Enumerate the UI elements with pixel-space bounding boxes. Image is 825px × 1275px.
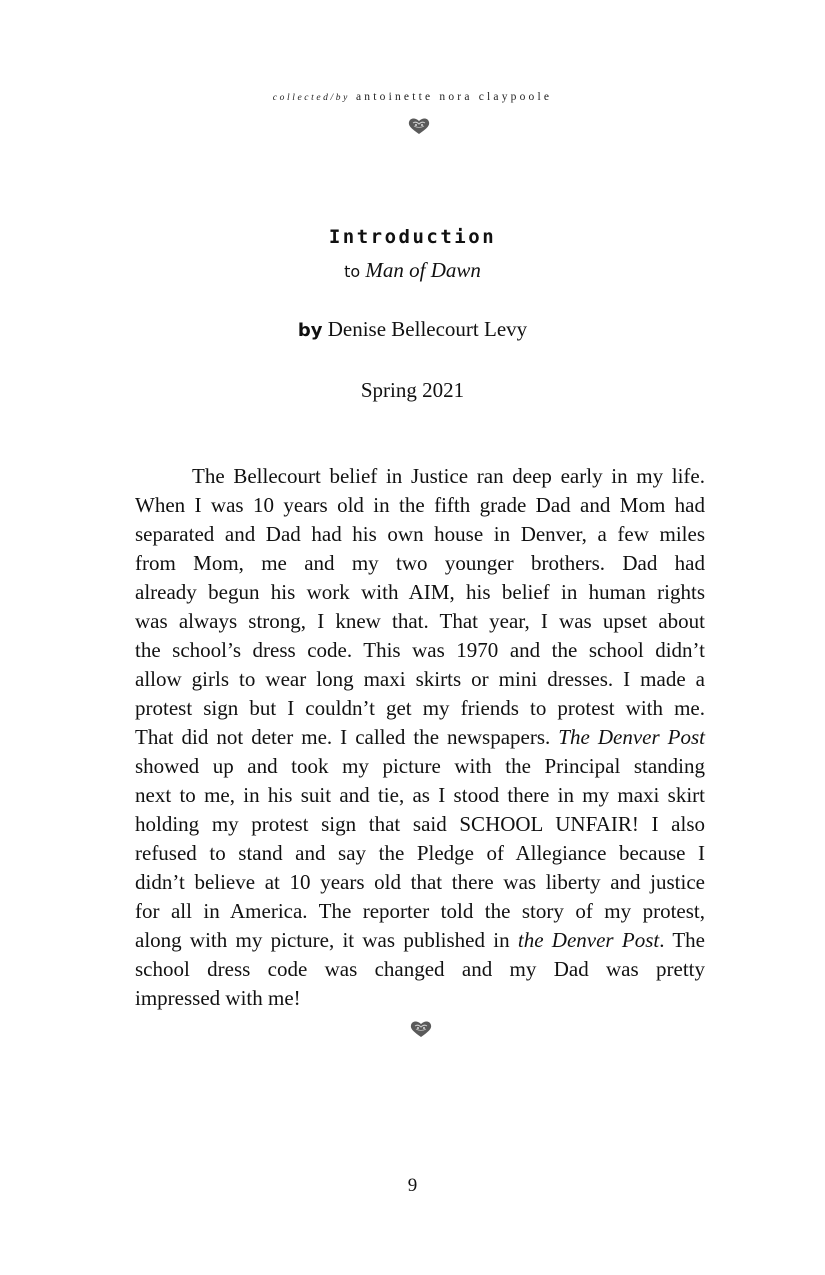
- body-line-text: That did not deter me. I called the newspapers.: [135, 725, 559, 749]
- newspaper-title: the Denver Post: [517, 928, 660, 952]
- newspaper-title: The Denver Post: [558, 725, 705, 749]
- body-line: didn’t believe at 10 years old that there was liberty and justice: [135, 870, 705, 894]
- byline-author: Denise Bellecourt Levy: [327, 317, 528, 341]
- date: Spring 2021: [360, 378, 465, 402]
- body-paragraph: [135, 462, 705, 1013]
- body-line: was always strong, I knew that. That year, I was upset about: [135, 609, 705, 633]
- body-line: the school’s dress code. This was 1970 and the school didn’t: [135, 638, 705, 662]
- subtitle-to: to: [344, 262, 361, 281]
- body-line: holding my protest sign that said SCHOOL UNFAIR! I also: [135, 812, 705, 836]
- running-head-author: antoinette nora claypoole: [355, 91, 553, 103]
- body-line: allow girls to wear long maxi skirts or mini dresses. I made a: [135, 667, 705, 691]
- subtitle: [0, 258, 825, 283]
- body-line: from Mom, me and my two younger brothers. Dad had: [135, 551, 705, 575]
- body-line: The Bellecourt belief in Justice ran deep early in my life.: [192, 464, 705, 488]
- page-number: 9: [407, 1175, 418, 1196]
- body-line-text: along with my picture, it was published in: [135, 928, 518, 952]
- body-line: impressed with me!: [135, 986, 301, 1010]
- heart-ornament-icon: [410, 1020, 432, 1038]
- body-line: separated and Dad had his own house in Denver, a few miles: [135, 522, 705, 546]
- body-line: When I was 10 years old in the fifth grade Dad and Mom had: [135, 493, 705, 517]
- body-line-text: . The: [659, 928, 706, 952]
- body-line: for all in America. The reporter told the story of my protest,: [135, 899, 705, 923]
- body-line: showed up and took my picture with the Principal standing: [135, 754, 705, 778]
- body-line: [135, 723, 705, 752]
- body-line: school dress code was changed and my Dad was pretty: [135, 957, 705, 981]
- body-line: already begun his work with AIM, his belief in human rights: [135, 580, 705, 604]
- body-line: next to me, in his suit and tie, as I stood there in my maxi skirt: [135, 783, 705, 807]
- body-line: protest sign but I couldn’t get my friends to protest with me.: [135, 696, 705, 720]
- book-title: Man of Dawn: [365, 258, 481, 282]
- intro-title: Introduction: [328, 226, 497, 248]
- heart-ornament-icon: [408, 117, 430, 135]
- running-head: [0, 91, 825, 103]
- byline-by: by: [297, 320, 323, 341]
- running-head-collected-by: collected/by: [272, 93, 350, 103]
- body-line: refused to stand and say the Pledge of Allegiance because I: [135, 841, 705, 865]
- body-line: [135, 926, 705, 955]
- byline: [0, 317, 825, 342]
